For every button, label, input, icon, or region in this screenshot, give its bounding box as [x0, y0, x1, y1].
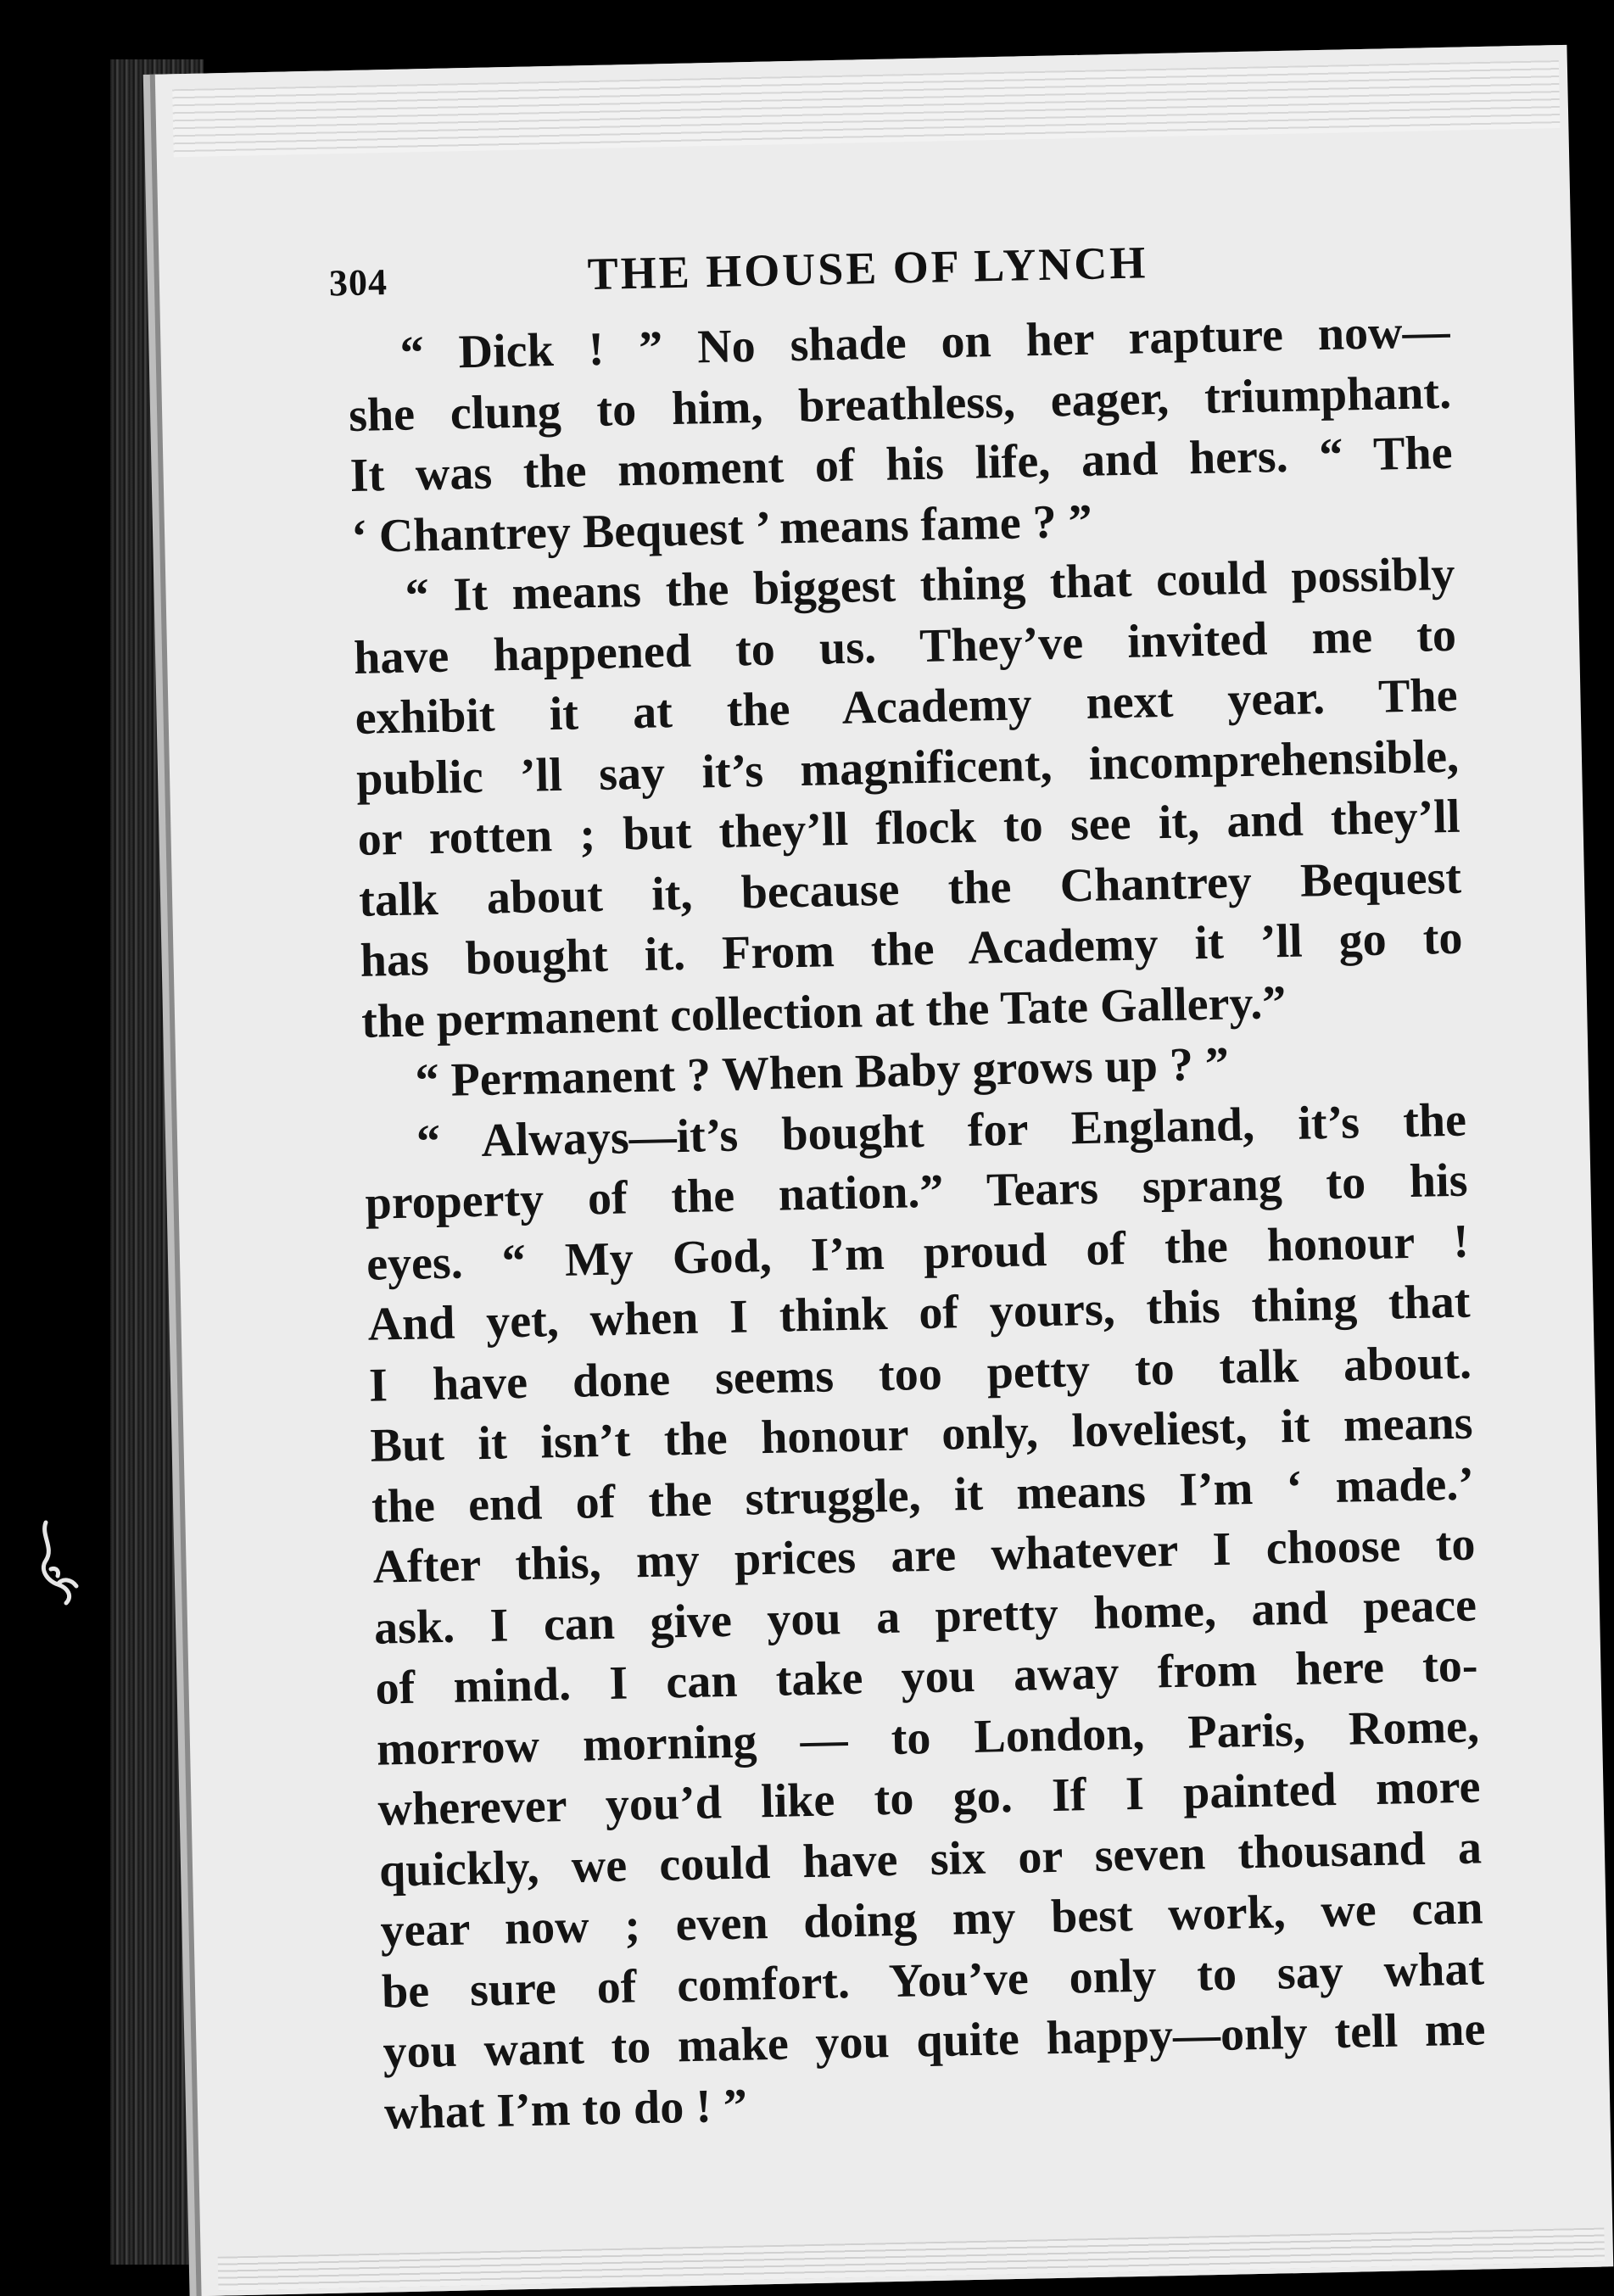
text-line: or rotten ; but they’ll flock to see it, and they’ll — [357, 790, 1461, 866]
text-line: After this, my prices are whatever I choose to — [372, 1517, 1477, 1594]
text-line: eyes. “ My God, I’m proud of the honour ! — [366, 1215, 1470, 1291]
running-title: THE HOUSE OF LYNCH — [587, 237, 1148, 300]
text-line: I have done seems too petty to talk about. — [368, 1336, 1472, 1412]
book-page — [155, 45, 1614, 2296]
text-line: morrow morning — to London, Paris, Rome, — [376, 1699, 1480, 1776]
page-header — [328, 231, 1389, 312]
text-line: quickly, we could have six or seven thousand a — [378, 1820, 1483, 1897]
text-line: be sure of comfort. You’ve only to say what — [381, 1941, 1485, 2019]
body-text — [347, 302, 1488, 2144]
text-line: And yet, when I think of yours, this thing that — [367, 1275, 1472, 1351]
text-line: the end of the struggle, it means I’m ‘ made.’ — [371, 1457, 1475, 1533]
text-line: year now ; even doing my best work, we can — [379, 1881, 1484, 1958]
text-line: “ Always—it’s bought for England, it’s the — [416, 1093, 1467, 1169]
text-line: have happened to us. They’ve invited me to — [353, 608, 1457, 684]
text-line: talk about it, because the Chantrey Bequest — [358, 851, 1462, 927]
text-line: the permanent collection at the Tate Gallery.” — [360, 975, 1287, 1048]
text-line: wherever you’d like to go. If I painted more — [377, 1760, 1482, 1836]
margin-ornament-icon — [34, 1518, 85, 1612]
text-line: has bought it. From the Academy it ’ll go to — [360, 911, 1464, 987]
text-line: public ’ll say it’s magnificent, incomprehensible, — [355, 729, 1460, 806]
text-line: It was the moment of his life, and hers. “ The — [349, 426, 1454, 503]
text-line: she clung to him, breathless, eager, triumphant. — [348, 366, 1452, 442]
text-line: ‘ Chantrey Bequest ’ means fame ? ” — [350, 494, 1093, 563]
text-line: you want to make you quite happy—only tell me — [382, 2003, 1487, 2079]
text-line: of mind. I can take you away from here to- — [375, 1639, 1479, 1715]
text-line: But it isn’t the honour only, loveliest, it means — [370, 1396, 1474, 1472]
text-line: ask. I can give you a pretty home, and peace — [373, 1578, 1477, 1655]
text-line: exhibit it at the Academy next year. The — [355, 668, 1459, 745]
text-line: “ Dick ! ” No shade on her rapture now— — [399, 304, 1451, 380]
page-top-edge — [172, 60, 1560, 157]
text-line: what I’m to do ! ” — [383, 2079, 748, 2140]
page-number: 304 — [328, 261, 388, 304]
text-line: property of the nation.” Tears sprang to his — [365, 1154, 1469, 1230]
text-line: “ Permanent ? When Baby grows up ? ” — [415, 1037, 1230, 1108]
page-bottom-edge — [218, 2227, 1605, 2290]
text-line: “ It means the biggest thing that could possibly — [405, 547, 1456, 623]
